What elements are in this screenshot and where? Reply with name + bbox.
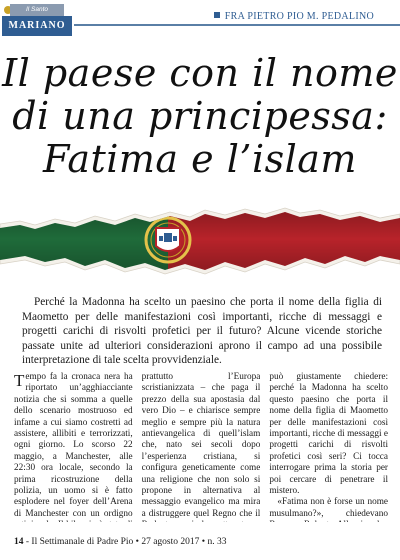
torn-paper-portugal-flag-image: [0, 198, 400, 280]
author-name: FRA PIETRO PIO M. PEDALINO: [224, 11, 374, 22]
drop-cap: T: [14, 372, 25, 390]
article-title: [0, 52, 400, 181]
publication-name: Il Settimanale di Padre Pio: [31, 537, 134, 547]
issue-number: n. 33: [207, 537, 227, 547]
body-column-2: [142, 372, 261, 522]
title-line-3: Fatima e l’islam: [43, 137, 357, 181]
page-header: [0, 0, 400, 32]
title-line-2: di una principessa:: [12, 94, 388, 138]
title-line-1: Il paese con il nome: [2, 51, 398, 95]
logo-top-text: Il Santo: [10, 4, 64, 16]
body-column-3: [269, 372, 388, 522]
article-lead: Perché la Madonna ha scelto un paesino che porta il nome della figlia di Maometto per delle manifestazioni così importanti, ricche di messaggi e progetti carichi di risvolti profetici per il futuro? Alcune vicende storiche passate unite ad ulteriori considerazioni aprono il campo ad una possibile interpretazione di tale scelta provvidenziale.: [22, 296, 382, 367]
header-rule: [74, 24, 400, 26]
column-2-paragraph-1: prattutto l’Europa scristianizzata – che paga il prezzo della sua apostasia dal vero Dio – e chiariscе sempre meglio e sempre più la natura antievangelica di quell’islam che, nato sei secoli dopo l’esperienza cristiana, si configura geneticamente come una religione che non solo si propone in alternativa al messaggio evangelico ma mira a distruggere quel Regno che il: [141, 372, 261, 519]
body-column-1: [14, 372, 133, 522]
page-number: 14: [14, 537, 24, 547]
article-body: [14, 372, 388, 522]
page-footer: 14 - Il Settimanale di Padre Pio • 27 agosto 2017 • n. 33: [14, 537, 227, 547]
issue-date: • 27 agosto 2017 •: [133, 537, 208, 547]
square-bullet-icon: [214, 12, 220, 18]
column-3-paragraph-1: può giustamente chiedere: perché la Madonna ha scelto questo paesino che porta il nome della figlia di Maometto per delle manifestazioni così importanti, ricche di messaggi e progetti carichi di risvolti profetici così seri? Ci tocca interrogare prima la storia per poi cercare di penetrare il mistero.: [269, 372, 389, 497]
author-byline: [214, 11, 374, 22]
magazine-section-logo: [2, 4, 72, 40]
logo-bottom-text: MARIANO: [2, 16, 72, 36]
column-3-paragraph-2: «Fatima non è forse un nome musulmano?», chiedevano: [269, 497, 389, 519]
column-1-paragraph: Tempo fa la cronaca nera ha riportato un’agghiacciante notizia che si somma a quelle dello scenario mostruoso ed infame a cui siamo costretti ad assistere, allibiti e terrorizzati, ogni giorno. Lo scorso 22 maggio, a Manchester, alle 22:30 ora locale, secondo la prima ricostruzione della polizia, un uomo si è fatto esplodere nel foyer dell’Arena di Manchester con un ordigno: [14, 372, 133, 519]
flag-illustration: [0, 198, 400, 280]
